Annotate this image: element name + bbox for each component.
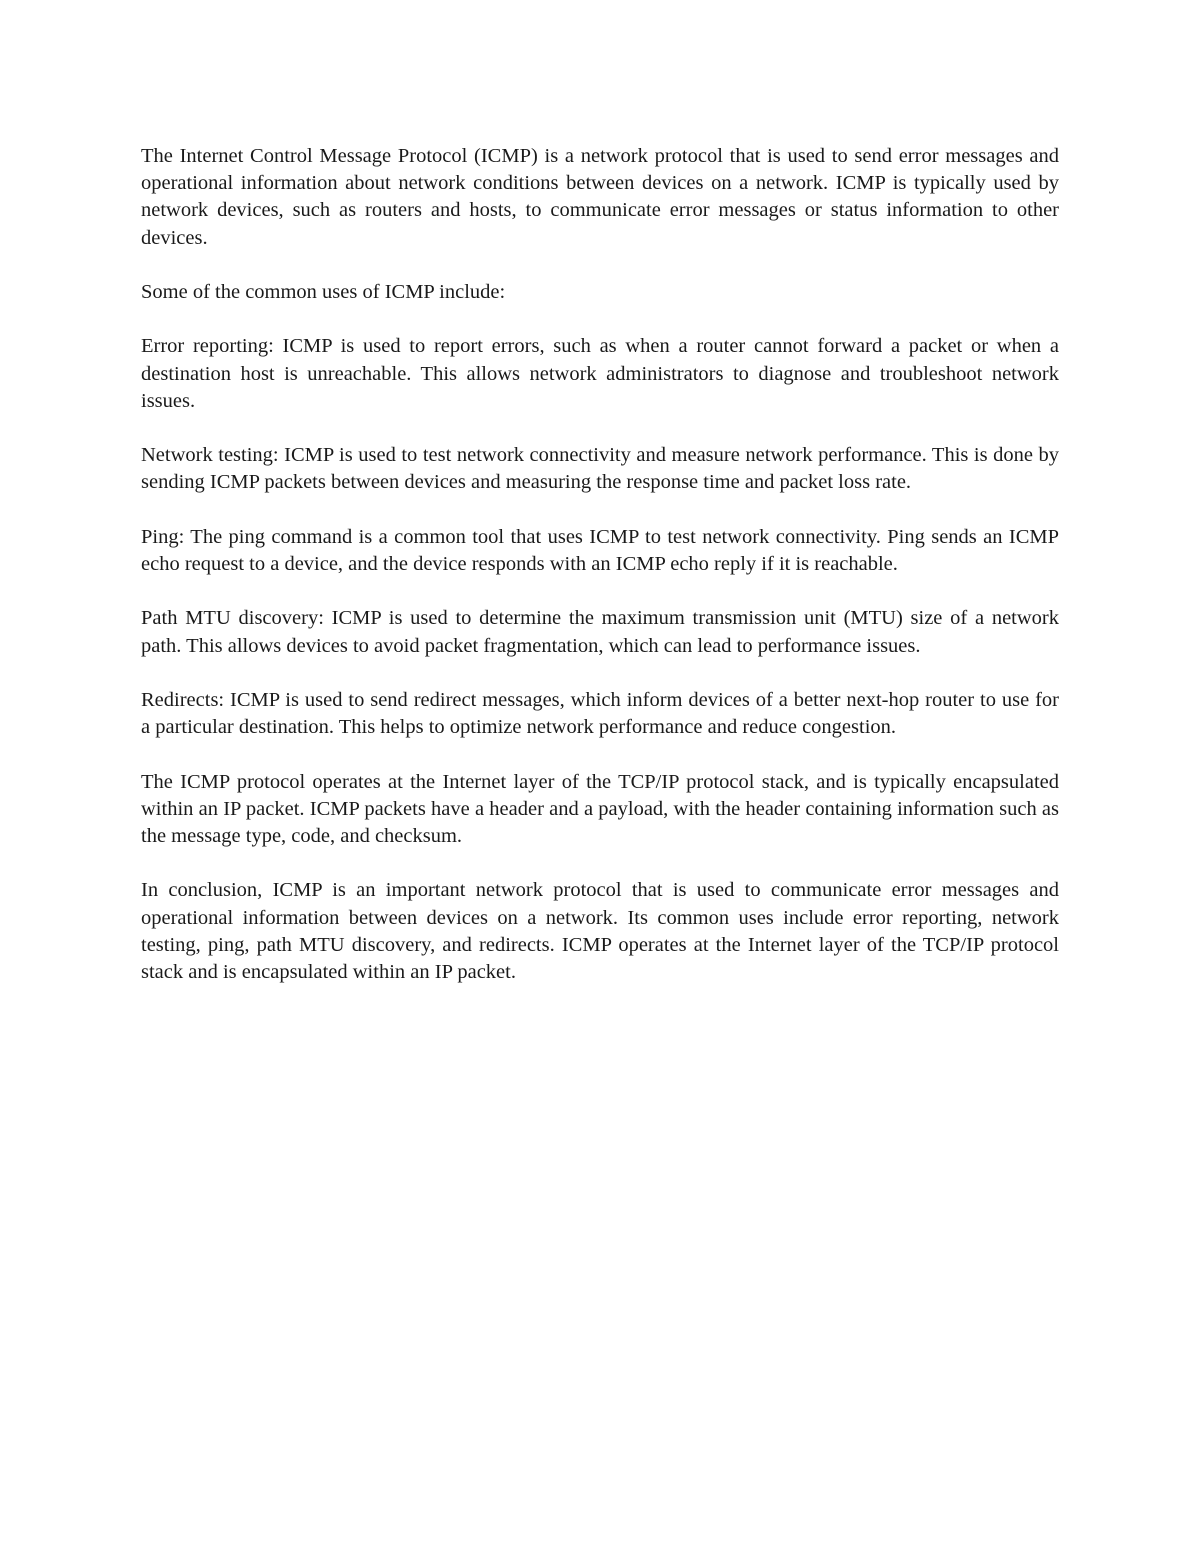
paragraph-intro: The Internet Control Message Protocol (ICMP) is a network protocol that is used to send error messages and operational information about network conditions between devices on a network. ICMP is typically used by network devices, such as routers and hosts, to communicate error messages or status information to other devices. [141,145,1059,249]
paragraph-redirects: Redirects: ICMP is used to send redirect messages, which inform devices of a better next-hop router to use for a particular destination. This helps to optimize network performance and reduce congestion. [141,688,1059,739]
paragraph-network-testing: Network testing: ICMP is used to test network connectivity and measure network performance. This is done by sending ICMP packets between devices and measuring the response time and packet loss rate. [141,444,1059,494]
paragraph-error-reporting: Error reporting: ICMP is used to report errors, such as when a router cannot forward a packet or when a destination host is unreachable. This allows network administrators to diagnose and troubleshoot network issues. [141,335,1059,412]
paragraph-conclusion: In conclusion, ICMP is an important network protocol that is used to communicate error messages and operational information between devices on a network. Its common uses include error reporting, network testing, ping, path MTU discovery, and redirects. ICMP operates at the Internet layer of the TCP/IP protocol stack and is encapsulated within an IP packet. [141,879,1059,983]
document-body [141,143,1059,986]
paragraph-path-mtu-discovery: Path MTU discovery: ICMP is used to determine the maximum transmission unit (MTU) size of a network path. This allows devices to avoid packet fragmentation, which can lead to performance issues. [141,607,1059,657]
paragraph-common-uses-heading: Some of the common uses of ICMP include: [141,281,506,303]
paragraph-ping: Ping: The ping command is a common tool that uses ICMP to test network connectivity. Ping sends an ICMP echo request to a device, and the device responds with an ICMP echo reply if it is reachable. [141,525,1059,575]
paragraph-icmp-layer: The ICMP protocol operates at the Internet layer of the TCP/IP protocol stack, and is typically encapsulated within an IP packet. ICMP packets have a header and a payload, with the header containing information such as the message type, code, and checksum. [141,770,1059,847]
